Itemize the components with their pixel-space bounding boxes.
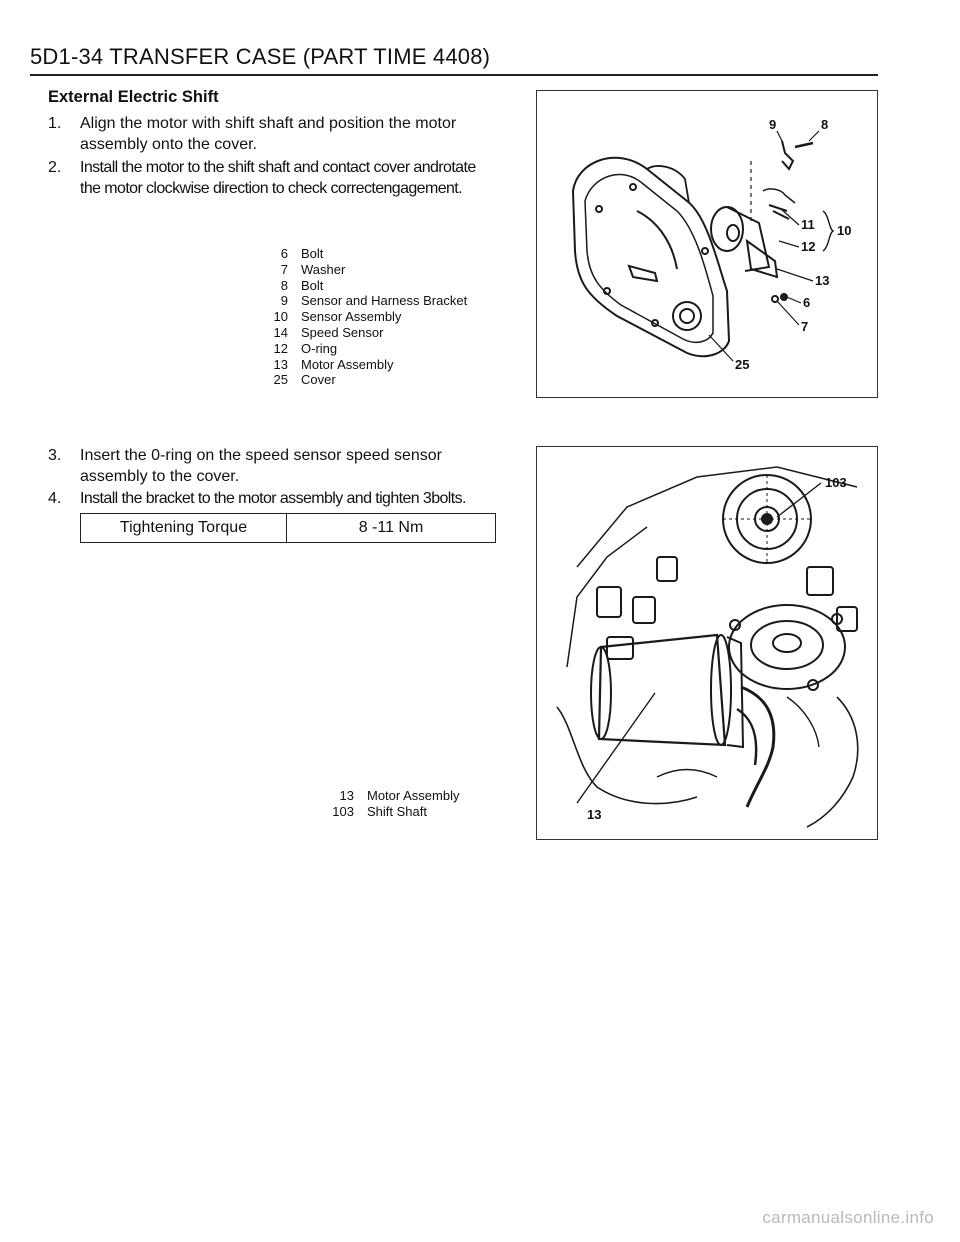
legend-row: 6 Bolt [280,246,324,261]
legend-row: 9 Sensor and Harness Bracket [280,293,468,309]
step-number: 2. [48,159,62,176]
step-text: Install the bracket to the motor assembly and tighten 3bolts. [80,490,466,507]
step-2 [48,157,496,199]
step-text: Align the motor with shift shaft and position the motor assembly onto the cover. [80,115,457,153]
figure-1-exploded-view [536,90,878,398]
step-3 [48,445,496,487]
step-1 [48,113,496,155]
section-title: External Electric Shift [48,88,219,106]
callout-label: 25 [735,357,750,372]
legend-row: 25 Cover [273,372,336,388]
legend-row: 10 Sensor Assembly [273,309,402,325]
callout-label: 103 [825,475,847,490]
legend-row: 12 O-ring [273,340,338,356]
figure-1-legend [256,246,467,388]
callout-label: 7 [801,319,809,334]
legend-row: 7 Washer [280,261,346,277]
callout-label: 9 [769,117,777,132]
step-4 [48,488,496,509]
step-text: Install the motor to the shift shaft and contact cover androtate the motor clockwise direction to check correctengagement. [80,159,476,197]
callout-label: 6 [803,295,811,310]
cover-outline [573,158,729,356]
figure-2-motor-installation [536,446,878,840]
legend-row: 13 Motor Assembly [339,788,460,803]
torque-table [80,513,496,543]
torque-label: Tightening Torque [81,514,287,542]
legend-row: 8 Bolt [280,277,324,293]
legend-row: 103 Shift Shaft [332,803,427,819]
callout-label: 13 [587,807,602,822]
callout-label: 10 [837,223,852,238]
figure-1-drawing [537,91,877,397]
figure-2-drawing [537,447,877,839]
callout-label: 8 [821,117,829,132]
step-text: Insert the 0-ring on the speed sensor speed sensor assembly to the cover. [80,447,442,485]
legend-row: 13 Motor Assembly [273,356,394,372]
page-header: 5D1-34 TRANSFER CASE (PART TIME 4408) [30,44,491,69]
step-number: 4. [48,490,62,507]
header-rule [30,74,878,76]
step-number: 3. [48,447,62,464]
callout-label: 11 [801,217,815,232]
figure-2-legend [322,788,459,820]
torque-value: 8 -11 Nm [358,519,424,536]
watermark: carmanualsonline.info [762,1208,934,1227]
callout-label: 12 [801,239,816,254]
step-number: 1. [48,115,62,132]
legend-row: 14 Speed Sensor [273,324,384,340]
callout-label: 13 [815,273,830,288]
